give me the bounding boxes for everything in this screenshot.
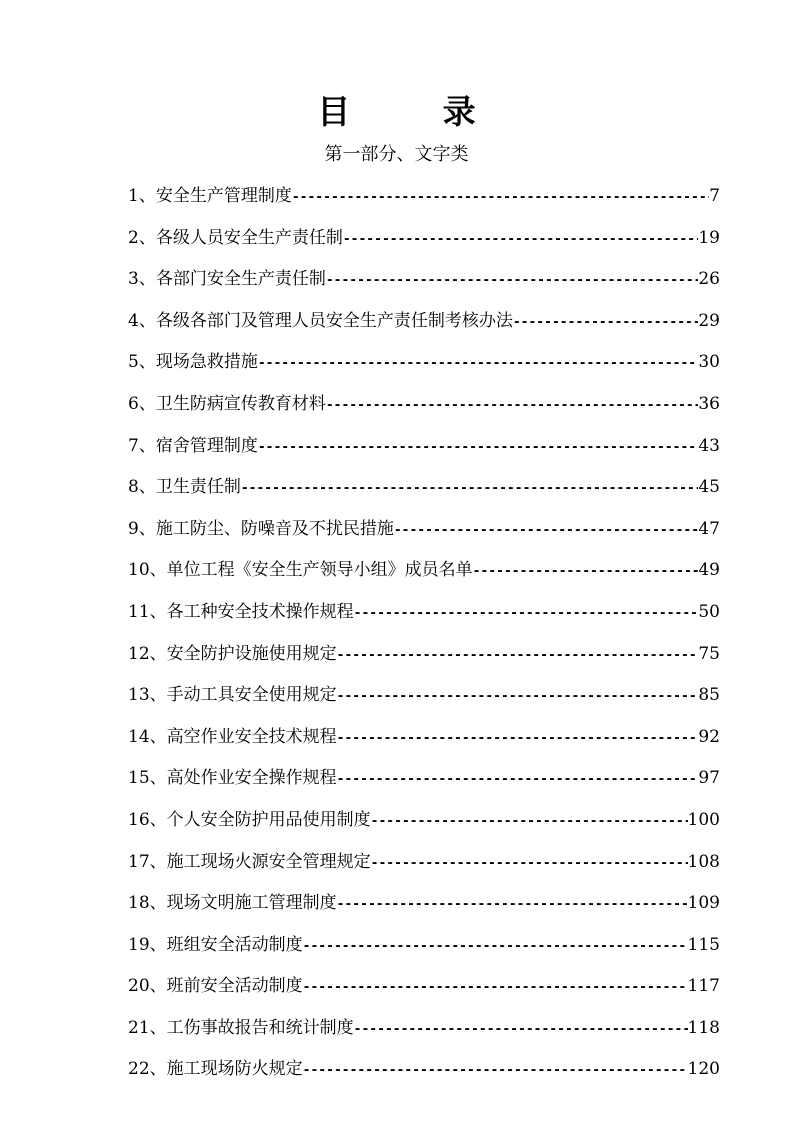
toc-leader-dashes xyxy=(354,601,699,627)
toc-entry-page-number: 43 xyxy=(698,435,720,456)
toc-entry-page-number: 47 xyxy=(698,518,720,539)
toc-entry-label: 16、个人安全防护用品使用制度 xyxy=(128,809,371,830)
toc-entry-label: 4、各级各部门及管理人员安全生产责任制考核办法 xyxy=(128,310,513,331)
toc-entry-page-number: 108 xyxy=(687,851,720,872)
toc-entry-label: 18、现场文明施工管理制度 xyxy=(128,893,337,914)
toc-entry-label: 9、施工防尘、防噪音及不扰民措施 xyxy=(128,518,394,539)
toc-entry-label: 2、各级人员安全生产责任制 xyxy=(128,227,343,248)
toc-entry[interactable] xyxy=(128,765,720,807)
toc-leader-dashes xyxy=(326,393,699,419)
toc-entry[interactable] xyxy=(128,391,720,433)
toc-entry-page-number: 120 xyxy=(687,1059,720,1080)
toc-entry[interactable] xyxy=(128,266,720,308)
toc-entry[interactable] xyxy=(128,973,720,1015)
toc-leader-dashes xyxy=(513,310,699,336)
toc-leader-dashes xyxy=(371,851,688,877)
toc-entry-label: 20、班前安全活动制度 xyxy=(128,976,303,997)
toc-entry-page-number: 75 xyxy=(698,643,720,664)
toc-leader-dashes xyxy=(473,559,699,585)
toc-entry-label: 13、手动工具安全使用规定 xyxy=(128,685,337,706)
toc-entry[interactable] xyxy=(128,890,720,932)
toc-entry-label: 8、卫生责任制 xyxy=(128,477,241,498)
toc-entry[interactable] xyxy=(128,932,720,974)
toc-entry[interactable] xyxy=(128,1056,720,1098)
toc-leader-dashes xyxy=(258,435,699,461)
toc-entry[interactable] xyxy=(128,225,720,267)
toc-entry-page-number: 36 xyxy=(698,393,720,414)
toc-entry-label: 6、卫生防病宣传教育材料 xyxy=(128,393,326,414)
toc-entry-page-number: 45 xyxy=(698,477,720,498)
toc-entry-page-number: 7 xyxy=(709,186,720,206)
toc-entry-label: 7、宿舍管理制度 xyxy=(128,435,258,456)
toc-leader-dashes xyxy=(337,767,699,793)
toc-entry-label: 3、各部门安全生产责任制 xyxy=(128,269,326,290)
toc-entry[interactable] xyxy=(128,724,720,766)
toc-entry[interactable] xyxy=(128,807,720,849)
toc-entry-page-number: 92 xyxy=(698,726,720,747)
toc-entry-label: 19、班组安全活动制度 xyxy=(128,934,303,955)
toc-entry-page-number: 117 xyxy=(687,976,720,997)
section-title: 第一部分、文字类 xyxy=(324,144,469,165)
toc-leader-dashes xyxy=(371,809,688,835)
toc-entry-page-number: 26 xyxy=(698,269,720,290)
toc-entry-page-number: 49 xyxy=(698,560,720,581)
toc-entry[interactable] xyxy=(128,557,720,599)
toc-entry-label: 10、单位工程《安全生产领导小组》成员名单 xyxy=(128,560,473,581)
toc-entry-page-number: 109 xyxy=(687,893,720,914)
toc-entry[interactable] xyxy=(128,308,720,350)
toc-entry-label: 14、高空作业安全技术规程 xyxy=(128,726,337,747)
toc-entry-page-number: 50 xyxy=(698,601,720,622)
toc-leader-dashes xyxy=(354,1017,688,1043)
toc-entry-page-number: 100 xyxy=(687,809,720,830)
toc-leader-dashes xyxy=(303,934,688,960)
toc-leader-dashes xyxy=(337,892,688,918)
toc-entry[interactable] xyxy=(128,349,720,391)
toc-leader-dashes xyxy=(258,351,699,377)
toc-entry[interactable] xyxy=(128,849,720,891)
toc-leader-dashes xyxy=(337,684,699,710)
toc-entry[interactable] xyxy=(128,1015,720,1057)
toc-entry[interactable] xyxy=(128,599,720,641)
toc-entry-label: 17、施工现场火源安全管理规定 xyxy=(128,851,371,872)
toc-entry-label: 15、高处作业安全操作规程 xyxy=(128,768,337,789)
toc-entry[interactable] xyxy=(128,474,720,516)
toc-entry-page-number: 115 xyxy=(687,934,720,955)
toc-leader-dashes xyxy=(343,227,699,253)
toc-entry-label: 22、施工现场防火规定 xyxy=(128,1059,303,1080)
toc-leader-dashes xyxy=(303,1058,688,1084)
toc-leader-dashes xyxy=(337,726,699,752)
table-of-contents xyxy=(128,183,720,1098)
toc-entry-page-number: 118 xyxy=(687,1017,720,1038)
toc-entry-label: 1、安全生产管理制度 xyxy=(128,186,292,206)
toc-entry-label: 12、安全防护设施使用规定 xyxy=(128,643,337,664)
toc-entry[interactable] xyxy=(128,682,720,724)
toc-entry-label: 11、各工种安全技术操作规程 xyxy=(128,601,354,622)
toc-entry[interactable] xyxy=(128,516,720,558)
toc-leader-dashes xyxy=(394,518,699,544)
toc-leader-dashes xyxy=(326,268,699,294)
toc-leader-dashes xyxy=(337,643,699,669)
toc-leader-dashes xyxy=(303,975,688,1001)
toc-leader-dashes xyxy=(292,185,709,211)
toc-leader-dashes xyxy=(241,476,699,502)
toc-entry-label: 21、工伤事故报告和统计制度 xyxy=(128,1017,354,1038)
page-title: 目 录 xyxy=(317,92,506,131)
toc-entry-page-number: 29 xyxy=(698,310,720,331)
toc-entry-page-number: 19 xyxy=(698,227,720,248)
toc-entry-page-number: 30 xyxy=(698,352,720,373)
toc-entry[interactable] xyxy=(128,641,720,683)
toc-entry-page-number: 85 xyxy=(698,685,720,706)
toc-entry[interactable] xyxy=(128,433,720,475)
toc-entry-page-number: 97 xyxy=(698,768,720,789)
toc-entry[interactable] xyxy=(128,183,720,225)
toc-entry-label: 5、现场急救措施 xyxy=(128,352,258,373)
